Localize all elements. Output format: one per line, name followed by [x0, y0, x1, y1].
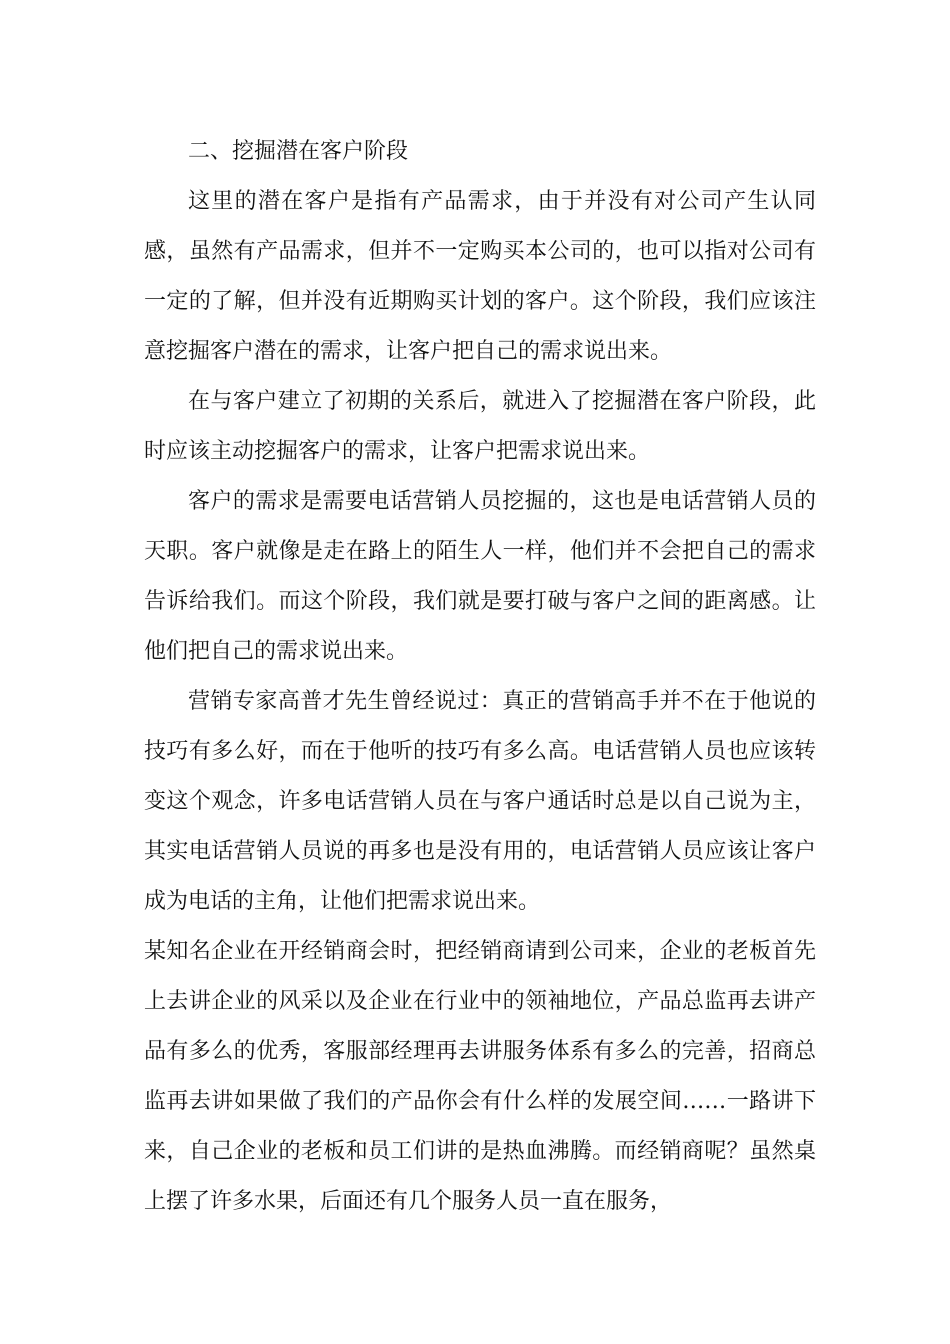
paragraph-2: 在与客户建立了初期的关系后，就进入了挖掘潜在客户阶段，此时应该主动挖掘客户的需求，让客户把需求说出来。 — [144, 389, 816, 464]
paragraph-5: 某知名企业在开经销商会时，把经销商请到公司来，企业的老板首先上去讲企业的风采以及企业在行业中的领袖地位，产品总监再去讲产品有多么的优秀，客服部经理再去讲服务体系有多么的完善，招商总监再去讲如果做了我们的产品你会有什么样的发展空间……一路讲下来，自己企业的老板和员工们讲的是热血沸腾。而经销商呢？虽然桌上摆了许多水果，后面还有几个服务人员一直在服务， — [144, 939, 816, 1214]
paragraph-3: 客户的需求是需要电话营销人员挖掘的，这也是电话营销人员的天职。客户就像是走在路上的陌生人一样，他们并不会把自己的需求告诉给我们。而这个阶段，我们就是要打破与客户之间的距离感。让他们把自己的需求说出来。 — [144, 489, 816, 664]
document-page — [144, 127, 816, 1227]
paragraph-1: 这里的潜在客户是指有产品需求，由于并没有对公司产生认同感，虽然有产品需求，但并不一定购买本公司的，也可以指对公司有一定的了解，但并没有近期购买计划的客户。这个阶段，我们应该注意挖掘客户潜在的需求，让客户把自己的需求说出来。 — [144, 189, 816, 364]
section-heading: 二、挖掘潜在客户阶段 — [188, 139, 409, 164]
paragraph-4: 营销专家高普才先生曾经说过：真正的营销高手并不在于他说的技巧有多么好，而在于他听的技巧有多么高。电话营销人员也应该转变这个观念，许多电话营销人员在与客户通话时总是以自己说为主，其实电话营销人员说的再多也是没有用的，电话营销人员应该让客户成为电话的主角，让他们把需求说出来。 — [144, 689, 816, 914]
